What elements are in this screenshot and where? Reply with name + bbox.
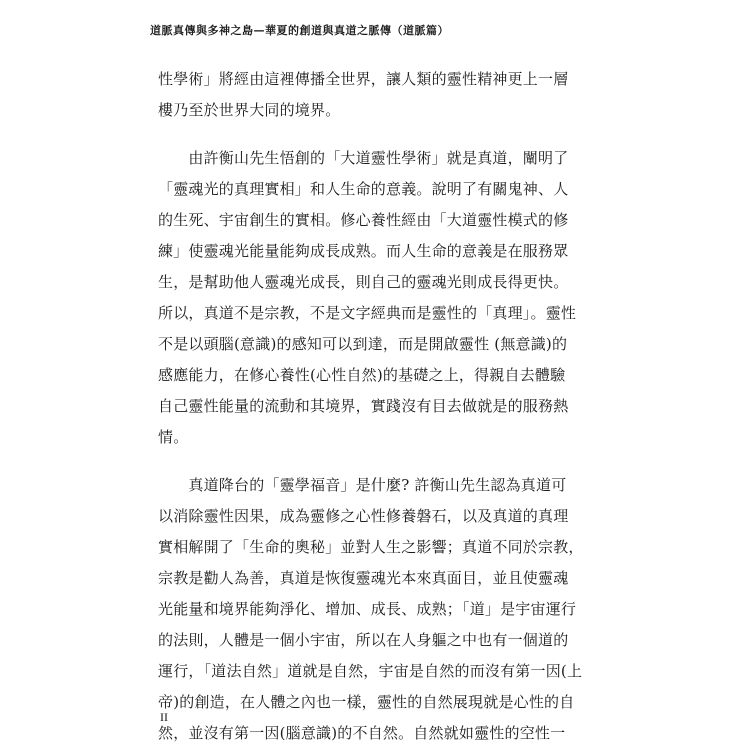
text-line: 性學術」將經由這裡傳播全世界，讓人類的靈性精神更上一層 <box>158 70 569 88</box>
text-line: 然，並沒有第一因(腦意識)的不自然。自然就如靈性的空性一 <box>158 724 566 742</box>
text-line: 感應能力，在修心養性(心性自然)的基礎之上，得親自去體驗 <box>158 366 566 384</box>
paragraph-1 <box>158 64 590 126</box>
text-line: 帝)的創造，在人體之內也一樣，靈性的自然展現就是心性的自 <box>158 693 575 711</box>
paragraph-3 <box>158 470 590 749</box>
text-line: 樓乃至於世界大同的境界。 <box>158 101 341 119</box>
body-text <box>158 64 590 749</box>
text-line: 的法則，人體是一個小宇宙，所以在人身軀之中也有一個道的 <box>158 631 569 649</box>
page-number: II <box>160 710 168 724</box>
text-line: 情。 <box>158 428 189 446</box>
text-line: 生，是幫助他人靈魂光成長，則自己的靈魂光則成長得更快。 <box>158 273 569 291</box>
text-line: 所以，真道不是宗教，不是文字經典而是靈性的「真理」。靈性 <box>158 304 577 322</box>
text-line: 光能量和境界能夠淨化、增加、成長、成熟；「道」是宇宙運行 <box>158 600 577 618</box>
text-line: 以消除靈性因果，成為靈修之心性修養磐石，以及真道的真理 <box>158 507 569 525</box>
paragraph-2 <box>158 143 590 453</box>
text-line: 宗教是勸人為善，真道是恢復靈魂光本來真面目，並且使靈魂 <box>158 569 569 587</box>
text-line: 「靈魂光的真理實相」和人生命的意義。說明了有關鬼神、人 <box>158 180 569 198</box>
text-line: 的生死、宇宙創生的實相。修心養性經由「大道靈性模式的修 <box>158 211 569 229</box>
text-line: 練」使靈魂光能量能夠成長成熟。而人生命的意義是在服務眾 <box>158 242 569 260</box>
running-header: 道脈真傳與多神之島—華夏的創道與真道之脈傳（道脈篇） <box>150 24 449 37</box>
text-line: 運行，「道法自然」道就是自然，宇宙是自然的而沒有第一因(上 <box>158 662 583 680</box>
text-line: 不是以頭腦(意識)的感知可以到達，而是開啟靈性 (無意識)的 <box>158 335 568 353</box>
text-line: 自己靈性能量的流動和其境界，實踐沒有目去做就是的服務熱 <box>158 397 569 415</box>
text-line: 真道降台的「靈學福音」是什麼? 許衡山先生認為真道可 <box>158 476 567 494</box>
text-line: 由許衡山先生悟創的「大道靈性學術」就是真道，闡明了 <box>158 149 569 167</box>
text-line: 實相解開了「生命的奧秘」並對人生之影響；真道不同於宗教， <box>158 538 584 556</box>
